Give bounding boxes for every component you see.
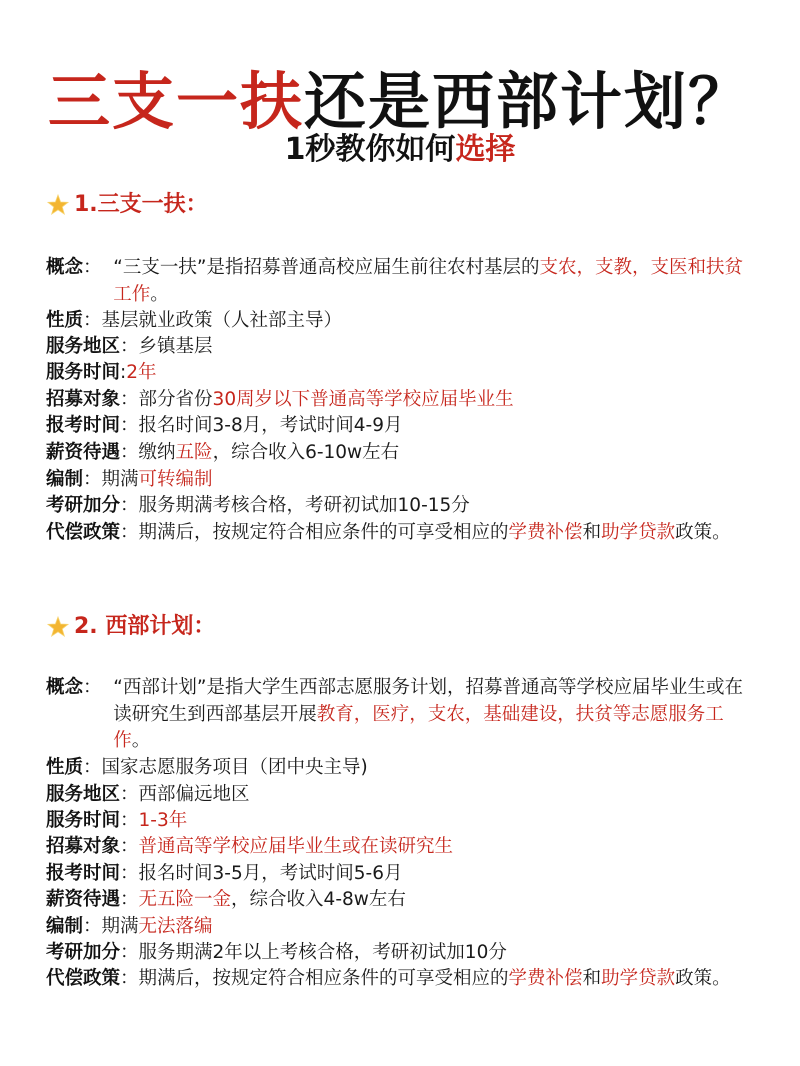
field-value: 缴纳五险，综合收入6-10w左右 — [138, 442, 400, 463]
field-label: 代偿政策 — [46, 968, 121, 989]
field-value: “西部计划”是指大学生西部志愿服务计划，招募普通高等学校应届毕业生或在读研究生到西部基层开展教育，医疗，支农，基础建设，扶贫等志愿服务工作。 — [113, 677, 743, 751]
field-service-time: 服务时间 : 2年 — [46, 360, 756, 387]
field-value: 期满后，按规定符合相应条件的可享受相应的学费补偿和助学贷款政策。 — [138, 522, 731, 543]
field-label: 报考时间 — [46, 863, 121, 884]
field-establishment: 编制 ： 期满可转编制 — [46, 467, 756, 494]
field-value: 国家志愿服务项目（团中央主导) — [101, 757, 368, 778]
title-rest: 还是西部计划？ — [304, 65, 753, 138]
field-label: 服务时间 — [46, 810, 121, 831]
field-establishment: 编制 ： 期满无法落编 — [46, 914, 756, 941]
field-postgrad-bonus: 考研加分 ： 服务期满2年以上考核合格，考研初试加10分 — [46, 940, 756, 967]
field-service-area: 服务地区 ： 乡镇基层 — [46, 334, 756, 361]
field-label: 概念 — [46, 257, 84, 278]
field-value: 无五险一金，综合收入4-8w左右 — [138, 889, 406, 910]
field-value: 服务期满考核合格，考研初试加10-15分 — [138, 495, 470, 516]
subtitle-text: 1秒教你如何 — [284, 132, 456, 167]
field-label: 考研加分 — [46, 942, 121, 963]
field-label: 性质 — [46, 757, 84, 778]
field-label: 薪资待遇 — [46, 442, 121, 463]
field-value: 普通高等学校应届毕业生或在读研究生 — [138, 836, 454, 857]
star-icon — [46, 193, 70, 217]
field-label: 性质 — [46, 310, 84, 331]
field-label: 服务地区 — [46, 336, 121, 357]
field-label: 招募对象 — [46, 389, 121, 410]
field-label: 报考时间 — [46, 415, 121, 436]
field-service-area: 服务地区 ： 西部偏远地区 — [46, 782, 756, 809]
field-label: 服务地区 — [46, 784, 121, 805]
field-value: 期满后，按规定符合相应条件的可享受相应的学费补偿和助学贷款政策。 — [138, 968, 731, 989]
field-label: 考研加分 — [46, 495, 121, 516]
field-postgrad-bonus: 考研加分 ： 服务期满考核合格，考研初试加10-15分 — [46, 493, 756, 520]
field-label: 编制 — [46, 469, 84, 490]
field-value: 报名时间3-8月，考试时间4-9月 — [138, 415, 403, 436]
field-value: 服务期满2年以上考核合格，考研初试加10分 — [138, 942, 507, 963]
field-recruit-target: 招募对象 ： 部分省份30周岁以下普通高等学校应届毕业生 — [46, 387, 756, 414]
field-value: 基层就业政策（人社部主导） — [101, 310, 343, 331]
field-value: 报名时间3-5月，考试时间5-6月 — [138, 863, 403, 884]
section-heading-sanzhiyifu — [46, 190, 208, 220]
field-compensation-policy: 代偿政策 ： 期满后，按规定符合相应条件的可享受相应的学费补偿和助学贷款政策。 — [46, 520, 756, 547]
field-value: 西部偏远地区 — [138, 784, 250, 805]
field-label: 编制 — [46, 916, 84, 937]
field-value: 期满可转编制 — [101, 469, 213, 490]
field-value: 部分省份30周岁以下普通高等学校应届毕业生 — [138, 389, 514, 410]
section-heading-text: 2. 西部计划： — [74, 614, 216, 639]
title-highlight: 三支一扶 — [47, 65, 304, 138]
field-label: 薪资待遇 — [46, 889, 121, 910]
section-heading-xibujihua — [46, 612, 215, 642]
field-concept: 概念 ： “西部计划”是指大学生西部志愿服务计划，招募普通高等学校应届毕业生或在读研究生到西部基层开展教育，医疗，支农，基础建设，扶贫等志愿服务工作。 — [46, 675, 756, 755]
field-label: 服务时间 — [46, 362, 121, 383]
field-label: 概念 — [46, 677, 84, 698]
field-value: 1-3年 — [138, 810, 188, 831]
field-value: 乡镇基层 — [138, 336, 213, 357]
field-nature: 性质 ： 基层就业政策（人社部主导） — [46, 308, 756, 335]
field-exam-time: 报考时间 ： 报名时间3-8月，考试时间4-9月 — [46, 413, 756, 440]
field-recruit-target: 招募对象 ： 普通高等学校应届毕业生或在读研究生 — [46, 834, 756, 861]
field-salary: 薪资待遇 ： 缴纳五险，综合收入6-10w左右 — [46, 440, 756, 467]
field-value: “三支一扶”是指招募普通高校应届生前往农村基层的支农，支教，支医和扶贫工作。 — [113, 257, 743, 305]
field-concept: 概念 ： “三支一扶”是指招募普通高校应届生前往农村基层的支农，支教，支医和扶贫工作。 — [46, 255, 756, 308]
field-service-time: 服务时间 ： 1-3年 — [46, 808, 756, 835]
field-label: 招募对象 — [46, 836, 121, 857]
subtitle-highlight: 选择 — [455, 132, 516, 167]
field-label: 代偿政策 — [46, 522, 121, 543]
field-salary: 薪资待遇 ： 无五险一金，综合收入4-8w左右 — [46, 887, 756, 914]
field-value: 期满无法落编 — [101, 916, 213, 937]
field-exam-time: 报考时间 ： 报名时间3-5月，考试时间5-6月 — [46, 861, 756, 888]
page-title — [0, 64, 800, 140]
field-compensation-policy: 代偿政策 ： 期满后，按规定符合相应条件的可享受相应的学费补偿和助学贷款政策。 — [46, 966, 756, 993]
field-value: 2年 — [126, 362, 157, 383]
page-subtitle — [0, 130, 800, 170]
field-nature: 性质 ： 国家志愿服务项目（团中央主导) — [46, 755, 756, 782]
section-heading-text: 1.三支一扶： — [74, 192, 208, 217]
star-icon — [46, 615, 70, 639]
